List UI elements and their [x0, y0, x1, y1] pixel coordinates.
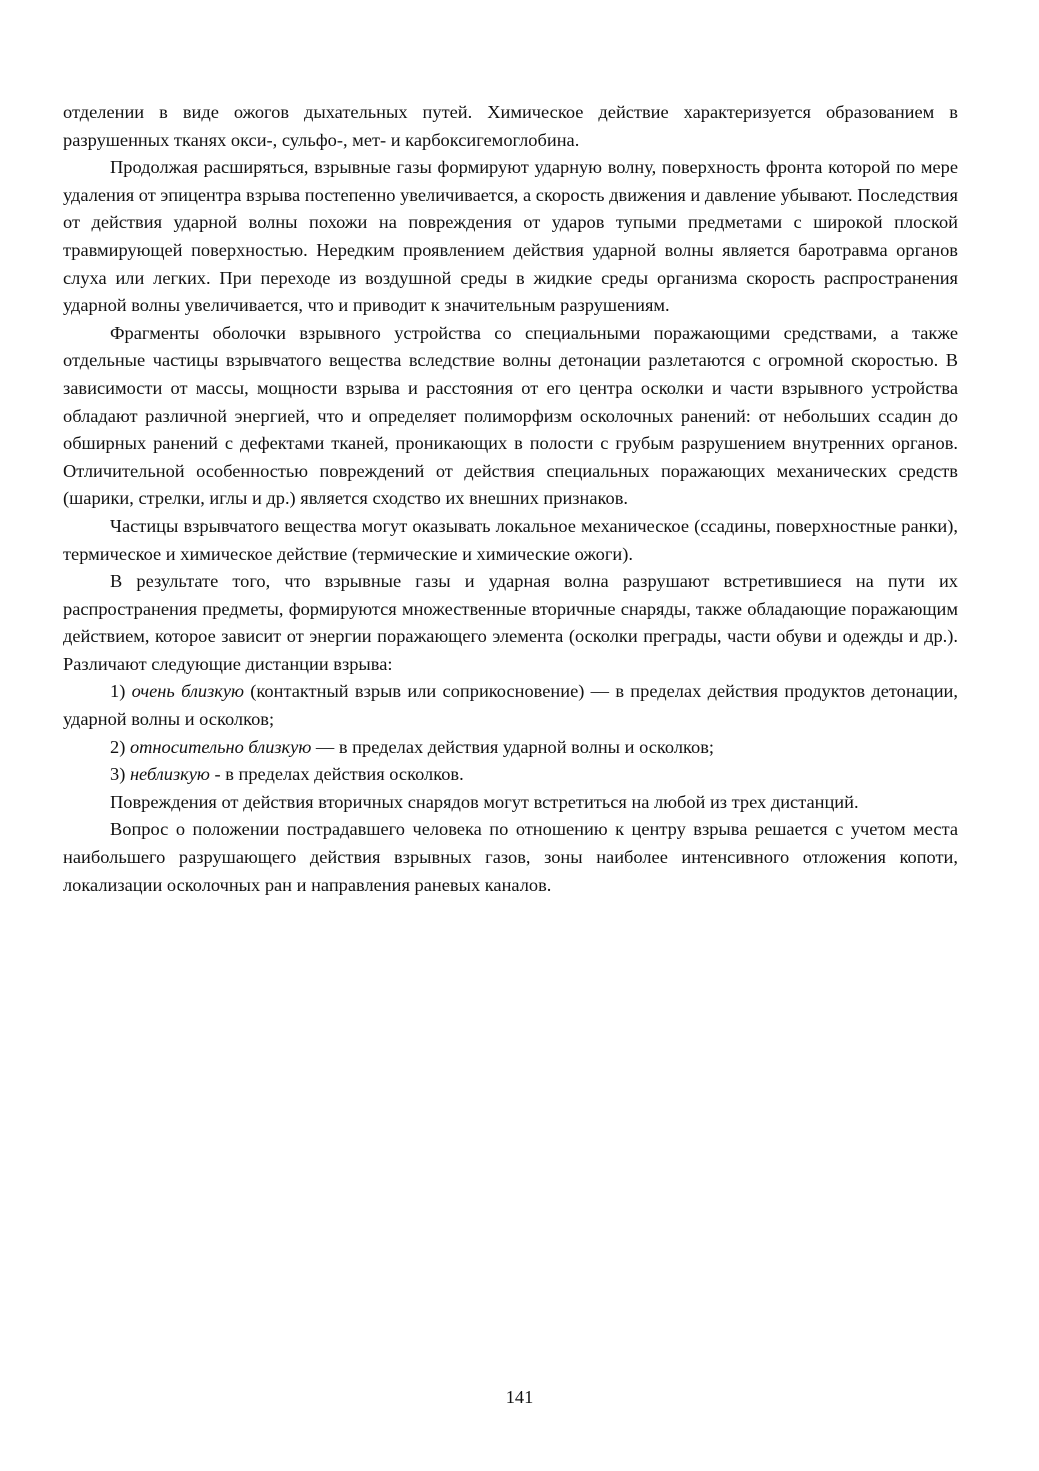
list-number: 3) [110, 764, 126, 785]
document-body [63, 99, 958, 899]
paragraph-fragments: Фрагменты оболочки взрывного устройства со специальными поражающими средствами, а также отдельные частицы взрывчатого вещества вследствие волны детонации разлетаются с огромной скоростью. В зависимости от массы, мощности взрыва и расстояния от его центра осколки и части взрывного устройства обладают различной энергией, что и определяет полиморфизм осколочных ранений: от небольших ссадин до обширных ранений с дефектами тканей, проникающих в полости с грубым разрушением внутренних органов. Отличительной особенностью повреждений от действия специальных поражающих механических средств (шарики, стрелки, иглы и др.) является сходство их внешних признаков. [63, 322, 958, 509]
page-number: 141 [505, 1387, 534, 1407]
paragraph-explosive-particles: Частицы взрывчатого вещества могут оказывать локальное механическое (ссадины, поверхностные ранки), термическое и химическое действие (термические и химические ожоги). [63, 515, 958, 564]
paragraph-victim-position: Вопрос о положении пострадавшего человека по отношению к центру взрыва решается с учетом места наибольшего разрушающего действия взрывных газов, зоны наиболее интенсивного отложения копоти, локализации осколочных ран и направления раневых каналов. [63, 819, 958, 895]
list-description: — в пределах действия ударной волны и осколков; [315, 736, 715, 757]
list-description: - в пределах действия осколков. [214, 764, 464, 785]
list-description: (контактный взрыв или соприкосновение) — в пределах действия продуктов детонации, ударной волны и осколков; [63, 681, 958, 730]
list-term-italic: неблизкую [129, 764, 210, 785]
list-number: 2) [110, 736, 126, 757]
paragraph-secondary-damage: Повреждения от действия вторичных снарядов могут встретиться на любой из трех дистанций. [110, 791, 859, 812]
paragraph-secondary-projectiles: В результате того, что взрывные газы и ударная волна разрушают встретившиеся на пути их распространения предметы, формируются множественные вторичные снаряды, также обладающие поражающим действием, которое зависит от энергии поражающего элемента (осколки преграды, части обуви и одежды и др.). Различают следующие дистанции взрыва: [63, 571, 958, 674]
paragraph-shock-wave: Продолжая расширяться, взрывные газы формируют ударную волну, поверхность фронта которой по мере удаления от эпицентра взрыва постепенно увеличивается, а скорость движения и давление убывают. Последствия от действия ударной волны похожи на повреждения от ударов тупыми предметами с широкой плоской травмирующей поверхностью. Нередким проявлением действия ударной волны является баротравма органов слуха или легких. При переходе из воздушной среды в жидкие среды организма скорость распространения ударной волны увеличивается, что и приводит к значительным разрушениям. [63, 157, 958, 316]
list-term-italic: относительно близкую [129, 736, 312, 757]
list-number: 1) [110, 681, 126, 702]
list-item-distance-2 [63, 734, 958, 762]
list-item-distance-1 [63, 678, 958, 733]
list-term-italic: очень близкую [131, 681, 244, 702]
paragraph-continuation: отделении в виде ожогов дыхательных путей. Химическое действие характеризуется образованием в разрушенных тканях окси-, сульфо-, мет- и карбоксигемоглобина. [63, 102, 958, 150]
list-item-distance-3 [63, 761, 958, 789]
